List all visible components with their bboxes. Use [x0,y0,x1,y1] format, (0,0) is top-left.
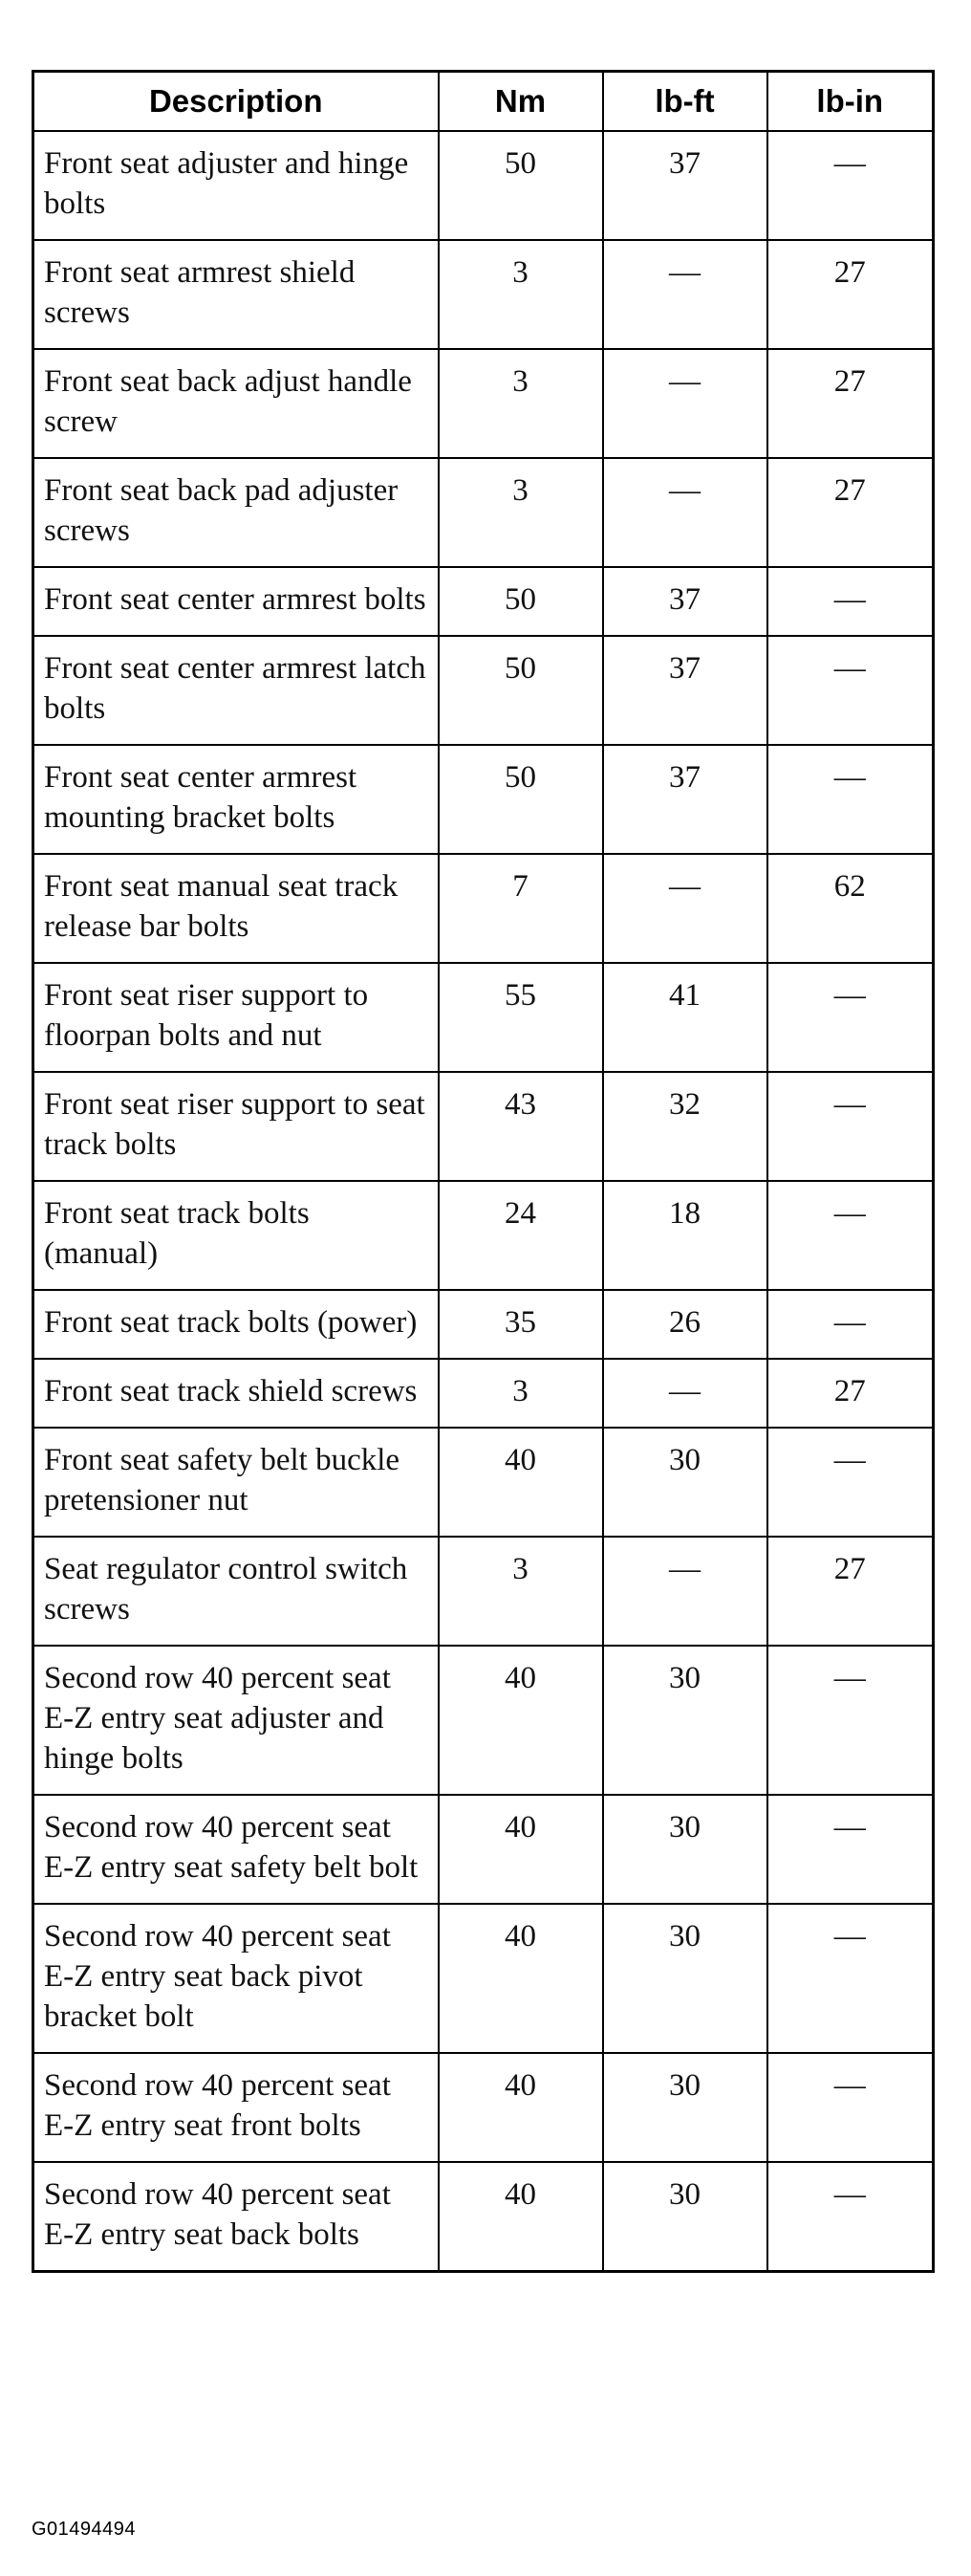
cell-nm: 55 [439,963,603,1072]
cell-lb-in: 27 [767,458,934,567]
cell-lb-ft: 30 [603,1795,767,1904]
cell-lb-ft: 30 [603,2162,767,2272]
cell-lb-ft: 37 [603,567,767,636]
table-header-row [33,72,934,132]
table-row [33,745,934,854]
header-lb-in: lb-in [767,72,934,132]
cell-description: Second row 40 percent seat E-Z entry seat safety belt bolt [33,1795,439,1904]
cell-description: Front seat armrest shield screws [33,240,439,349]
header-lb-ft: lb-ft [603,72,767,132]
cell-lb-ft: 37 [603,745,767,854]
cell-lb-ft: — [603,1359,767,1428]
cell-lb-ft: — [603,854,767,963]
table-row [33,854,934,963]
cell-nm: 43 [439,1072,603,1181]
cell-lb-in: — [767,1181,934,1290]
cell-description: Front seat riser support to seat track bolts [33,1072,439,1181]
cell-description: Front seat riser support to floorpan bolts and nut [33,963,439,1072]
cell-lb-ft: 18 [603,1181,767,1290]
cell-lb-in: — [767,1428,934,1537]
cell-lb-ft: — [603,349,767,458]
cell-lb-in: — [767,567,934,636]
cell-lb-in: 27 [767,240,934,349]
cell-description: Second row 40 percent seat E-Z entry seat back bolts [33,2162,439,2272]
figure-id: G01494494 [32,2519,137,2540]
cell-description: Front seat center armrest latch bolts [33,636,439,745]
cell-nm: 50 [439,745,603,854]
cell-description: Front seat track bolts (manual) [33,1181,439,1290]
cell-description: Seat regulator control switch screws [33,1537,439,1646]
cell-lb-in: 62 [767,854,934,963]
table-row [33,636,934,745]
cell-description: Second row 40 percent seat E-Z entry seat adjuster and hinge bolts [33,1646,439,1795]
cell-lb-in: — [767,2053,934,2162]
cell-lb-in: 27 [767,1537,934,1646]
cell-lb-in: — [767,2162,934,2272]
table-body [33,131,934,2272]
table-row [33,1181,934,1290]
cell-description: Front seat center armrest mounting bracket bolts [33,745,439,854]
table-row [33,2053,934,2162]
table-row [33,1904,934,2053]
table-row [33,1290,934,1359]
cell-description: Front seat back adjust handle screw [33,349,439,458]
cell-description: Second row 40 percent seat E-Z entry seat back pivot bracket bolt [33,1904,439,2053]
cell-nm: 3 [439,458,603,567]
cell-lb-in: — [767,1795,934,1904]
cell-nm: 40 [439,1795,603,1904]
cell-lb-ft: 30 [603,1904,767,2053]
table-row [33,1795,934,1904]
cell-nm: 50 [439,636,603,745]
cell-description: Front seat adjuster and hinge bolts [33,131,439,240]
cell-description: Second row 40 percent seat E-Z entry seat front bolts [33,2053,439,2162]
cell-nm: 50 [439,131,603,240]
cell-lb-in: 27 [767,349,934,458]
cell-lb-in: — [767,1290,934,1359]
cell-lb-in: — [767,745,934,854]
cell-nm: 35 [439,1290,603,1359]
cell-nm: 40 [439,2053,603,2162]
table-row [33,131,934,240]
table-row [33,1646,934,1795]
cell-lb-in: — [767,131,934,240]
table-row [33,1428,934,1537]
header-description: Description [33,72,439,132]
cell-lb-ft: 41 [603,963,767,1072]
cell-lb-ft: 30 [603,2053,767,2162]
cell-description: Front seat track shield screws [33,1359,439,1428]
cell-lb-in: — [767,1646,934,1795]
cell-description: Front seat safety belt buckle pretensioner nut [33,1428,439,1537]
cell-nm: 40 [439,1646,603,1795]
cell-lb-ft: 37 [603,636,767,745]
cell-lb-ft: — [603,240,767,349]
cell-nm: 7 [439,854,603,963]
cell-lb-in: 27 [767,1359,934,1428]
cell-nm: 3 [439,1537,603,1646]
cell-lb-ft: — [603,1537,767,1646]
cell-lb-in: — [767,1072,934,1181]
cell-lb-ft: 30 [603,1646,767,1795]
cell-description: Front seat track bolts (power) [33,1290,439,1359]
cell-description: Front seat center armrest bolts [33,567,439,636]
torque-spec-table [32,70,935,2273]
table-row [33,2162,934,2272]
cell-lb-in: — [767,963,934,1072]
table-row [33,567,934,636]
cell-lb-ft: 32 [603,1072,767,1181]
table-row [33,458,934,567]
cell-nm: 40 [439,1428,603,1537]
cell-lb-ft: — [603,458,767,567]
table-row [33,1537,934,1646]
cell-description: Front seat back pad adjuster screws [33,458,439,567]
table-row [33,1359,934,1428]
cell-nm: 3 [439,349,603,458]
cell-nm: 40 [439,1904,603,2053]
cell-nm: 3 [439,1359,603,1428]
table-row [33,349,934,458]
cell-lb-in: — [767,636,934,745]
table-row [33,963,934,1072]
cell-lb-ft: 30 [603,1428,767,1537]
table-row [33,1072,934,1181]
header-nm: Nm [439,72,603,132]
cell-nm: 50 [439,567,603,636]
cell-lb-in: — [767,1904,934,2053]
cell-nm: 24 [439,1181,603,1290]
cell-description: Front seat manual seat track release bar bolts [33,854,439,963]
cell-nm: 40 [439,2162,603,2272]
cell-nm: 3 [439,240,603,349]
cell-lb-ft: 37 [603,131,767,240]
table-row [33,240,934,349]
cell-lb-ft: 26 [603,1290,767,1359]
